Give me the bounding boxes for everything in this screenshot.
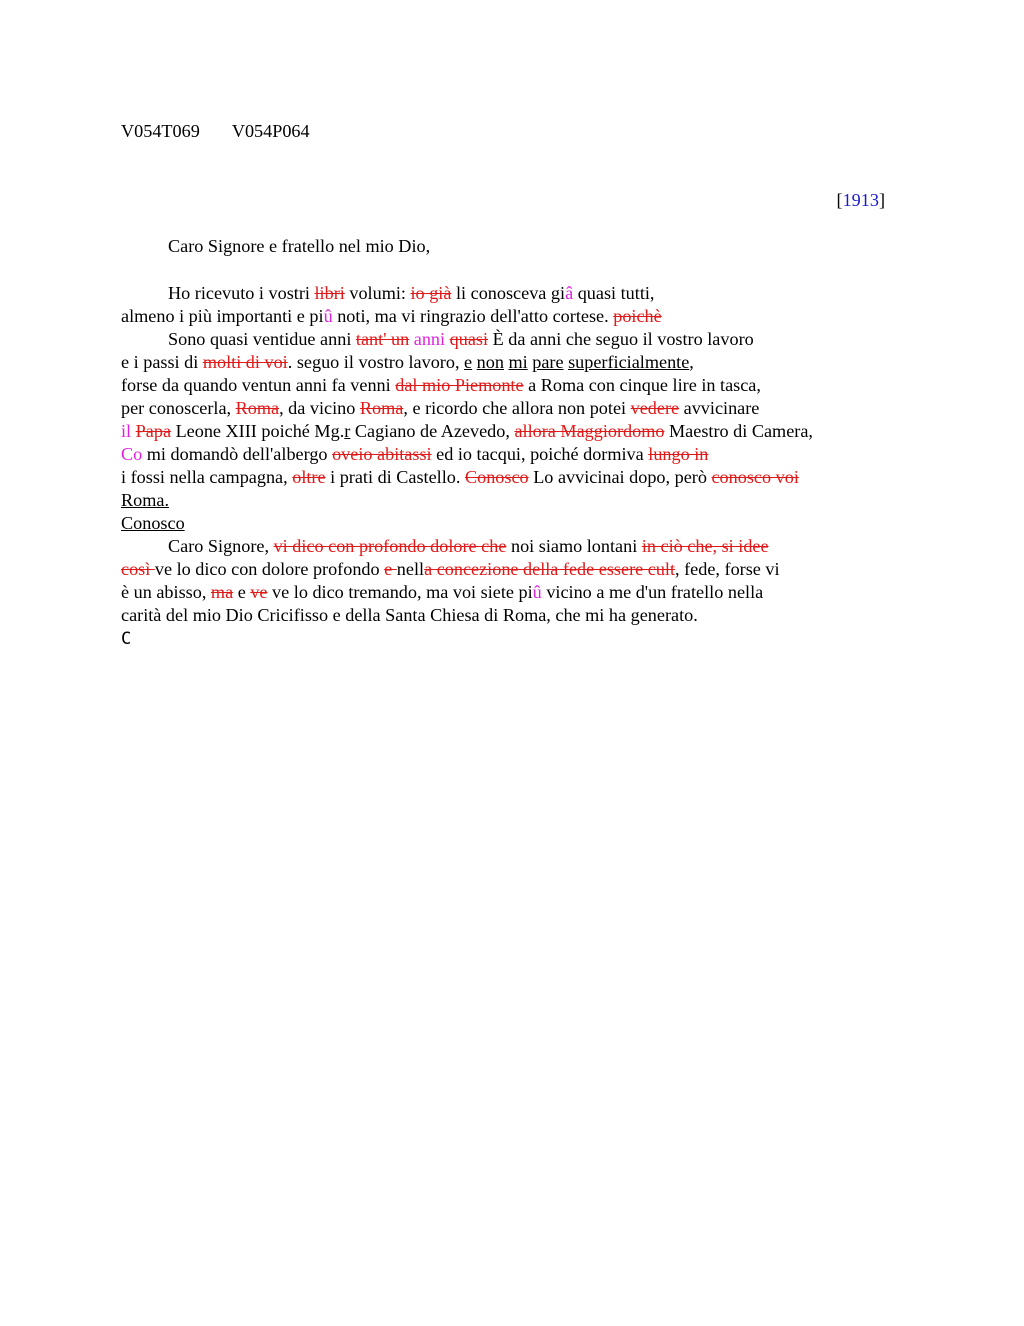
text-segment: nell (396, 559, 425, 579)
letter-line (121, 535, 911, 558)
text-segment: , da vicino (279, 398, 360, 418)
deleted-text: io già (410, 283, 452, 303)
underlined-text: e (464, 352, 473, 372)
text-segment: noi siamo lontani (506, 536, 642, 556)
text-segment: Lo avvicinai dopo, però (528, 467, 712, 487)
text-segment: forse da quando ventun anni fa venni (121, 375, 396, 395)
text-segment: noti, ma vi ringrazio dell'atto cortese. (332, 306, 614, 326)
inserted-text: û (323, 306, 333, 326)
inserted-text: û (532, 582, 542, 602)
letter-line (121, 397, 911, 420)
text-segment: i fossi nella campagna, (121, 467, 293, 487)
deleted-text: vi dico con profondo dolore che (273, 536, 507, 556)
deleted-text: Roma (235, 398, 280, 418)
document-reference (121, 121, 342, 142)
inserted-text: Co (121, 444, 143, 464)
letter-line (121, 604, 911, 627)
text-segment: ve lo dico tremando, ma voi siete pi (267, 582, 533, 602)
deleted-text: ma (210, 582, 234, 602)
deleted-text: vedere (630, 398, 680, 418)
text-segment: e (233, 582, 251, 602)
underlined-text: mi (508, 352, 528, 372)
letter-line (121, 351, 911, 374)
text-segment: ed io tacqui, poiché dormiva (431, 444, 649, 464)
reference-code-p: V054P064 (231, 121, 310, 141)
letter-line (121, 558, 911, 581)
text-segment: È da anni che seguo il vostro lavoro (488, 329, 754, 349)
letter-line (121, 420, 911, 443)
date-year: 1913 (842, 190, 879, 210)
deleted-text: tant' un (355, 329, 410, 349)
underlined-text: r (344, 421, 351, 441)
deleted-text: poichè (613, 306, 662, 326)
letter-greeting: Caro Signore e fratello nel mio Dio, (168, 236, 431, 256)
text-segment: ve lo dico con dolore profondo (154, 559, 385, 579)
letter-line (121, 443, 911, 466)
deleted-text: conosco voi (711, 467, 799, 487)
text-segment: mi domandò dell'albergo (142, 444, 333, 464)
deleted-text: molti di voi (202, 352, 288, 372)
text-segment: , (689, 352, 694, 372)
reference-code-t: V054T069 (121, 121, 200, 141)
underlined-text: pare (532, 352, 564, 372)
deleted-text: oltre (292, 467, 326, 487)
text-segment: per conoscerla, (121, 398, 236, 418)
deleted-text: Papa (135, 421, 172, 441)
letter-line (121, 489, 911, 512)
deleted-text: allora Maggiordomo (514, 421, 665, 441)
deleted-text: quasi (449, 329, 489, 349)
text-segment: almeno i più importanti e pi (121, 306, 324, 326)
underlined-text: superficialmente (568, 352, 690, 372)
deleted-text: dal mio Piemonte (395, 375, 524, 395)
inserted-text: anni (413, 329, 446, 349)
letter-line (121, 627, 911, 650)
text-segment: Ho ricevuto i vostri (168, 283, 315, 303)
letter-line (121, 374, 911, 397)
deleted-text: Roma (359, 398, 404, 418)
text-segment: Cagiano de Azevedo, (350, 421, 515, 441)
deleted-text: così (121, 559, 155, 579)
letter-body (121, 282, 911, 650)
text-segment: carità del mio Dio Cricifisso e della Santa Chiesa di Roma, che mi ha generato. (121, 605, 698, 625)
text-segment: Leone XIII poiché Mg. (171, 421, 345, 441)
deleted-text: a concezione della fede essere cult (424, 559, 676, 579)
deleted-text: Conosco (464, 467, 529, 487)
letter-line (121, 512, 911, 535)
deleted-text: libri (314, 283, 345, 303)
underlined-text: Conosco (121, 513, 185, 533)
underlined-text: Roma. (121, 490, 169, 510)
text-segment: li conosceva gi (451, 283, 566, 303)
text-segment: , fede, forse vi (675, 559, 780, 579)
text-segment: Maestro di Camera, (664, 421, 813, 441)
letter-line (121, 305, 911, 328)
text-segment: è un abisso, (121, 582, 211, 602)
deleted-text: in ciò che, si idee (641, 536, 769, 556)
date-bracket-open: [ (836, 190, 843, 210)
inserted-text: il (121, 421, 132, 441)
text-segment: quasi tutti, (573, 283, 655, 303)
deleted-text: lungo in (648, 444, 709, 464)
text-segment: i prati di Castello. (325, 467, 465, 487)
text-segment: Sono quasi ventidue anni (168, 329, 356, 349)
inserted-text: â (565, 283, 574, 303)
text-segment: e i passi di (121, 352, 203, 372)
letter-line (121, 328, 911, 351)
deleted-text: ve (250, 582, 268, 602)
text-segment: vicino a me d'un fratello nella (541, 582, 764, 602)
text-segment: avvicinare (679, 398, 760, 418)
deleted-text: e (384, 559, 397, 579)
date-bracket-close: ] (878, 190, 885, 210)
text-segment: Caro Signore, (168, 536, 274, 556)
underlined-text: non (476, 352, 504, 372)
letter-line (121, 466, 911, 489)
text-segment: , e ricordo che allora non potei (403, 398, 631, 418)
text-segment: . seguo il vostro lavoro, (287, 352, 465, 372)
letter-line (121, 581, 911, 604)
text-segment: a Roma con cinque lire in tasca, (523, 375, 761, 395)
deleted-text: oveio abitassi (332, 444, 432, 464)
text-segment: volumi: (344, 283, 411, 303)
letter-line (121, 282, 911, 305)
fragment-text: C (121, 629, 132, 649)
letter-date (837, 190, 886, 211)
